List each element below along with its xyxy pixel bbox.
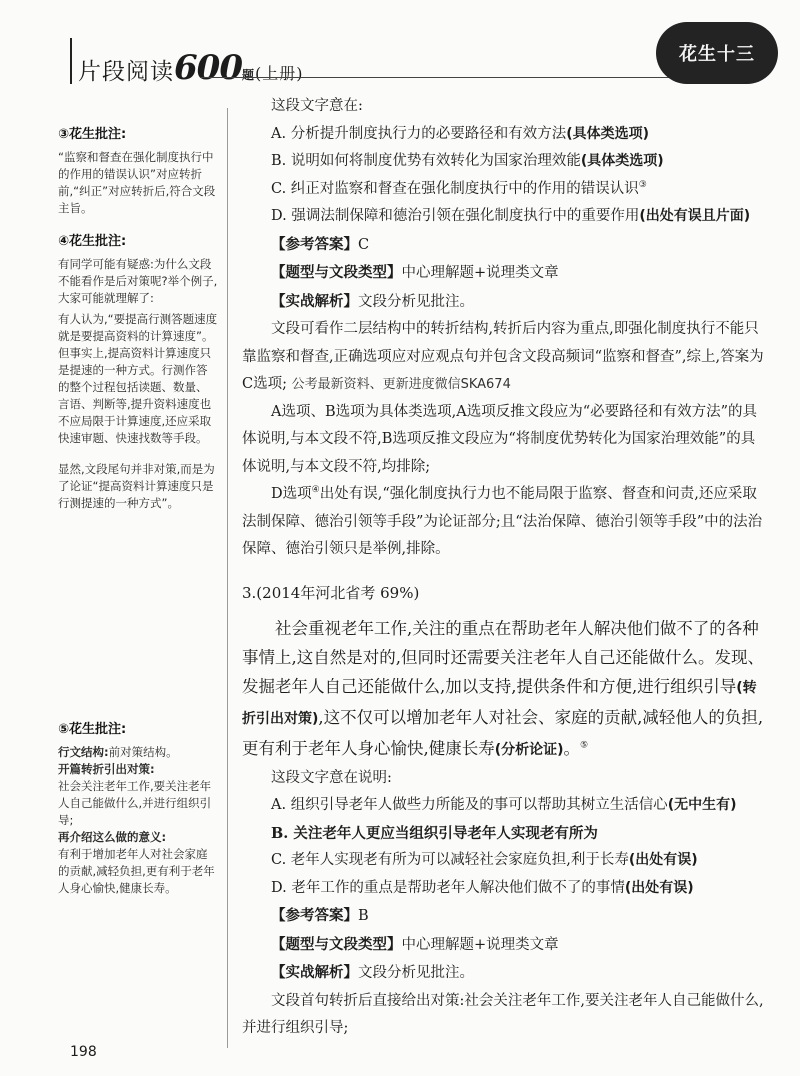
answer-line: 【参考答案】C xyxy=(271,235,370,253)
option-tag: (具体类选项) xyxy=(566,125,649,142)
note-text: 显然,文段尾句并非对策,而是为了论证“提高资料计算速度只是行测提速的一种方式”。 xyxy=(58,462,215,510)
book-title-prefix: 片段阅读 xyxy=(78,59,174,85)
note-4 xyxy=(58,233,218,516)
answer-value: B xyxy=(358,908,369,924)
option-tag: (无中生有) xyxy=(667,797,737,813)
answer-line: 【参考答案】B xyxy=(271,907,369,924)
book-title-unit: 题 xyxy=(241,68,255,82)
option-d: D. 强调法制保障和德治引领在强化制度执行中的重要作用(出处有误且片面) xyxy=(271,208,751,224)
note-item-head: 再介绍这么做的意义: xyxy=(58,830,167,844)
note-title: ⑤花生批注: xyxy=(58,722,127,737)
page-header xyxy=(0,0,800,100)
note-title: ④花生批注: xyxy=(58,234,127,249)
analysis-line: 【实战解析】文段分析见批注。 xyxy=(271,292,474,310)
question-heading: 3.(2014年河北省考 69%) xyxy=(242,584,420,602)
column-divider xyxy=(227,108,228,1048)
note-text: 有人认为,“要提高行测答题速度就是要提高资料的计算速度”。但事实上,提高资料计算速度只是提速的一种方式。行测作答的整个过程包括读题、数量、言语、判断等,提升资料速度也不应局限于计算速度,还应采取快速审题、快速找数等手段。 xyxy=(58,312,218,445)
type-line: 【题型与文段类型】中心理解题+说理类文章 xyxy=(271,264,559,281)
note-item-head: 开篇转折引出对策: xyxy=(58,762,155,776)
option-b: B. 说明如何将制度优势有效转化为国家治理效能(具体类选项) xyxy=(271,153,664,169)
analysis-paragraph: 文段首句转折后直接给出对策:社会关注老年工作,要关注老年人自己能做什么,并进行组织引导; xyxy=(242,992,764,1036)
annotation-ref: ③ xyxy=(638,179,647,190)
question-passage: 社会重视老年工作,关注的重点在帮助老年人解决他们做不了的各种事情上,这自然是对的,但同时还需要关注老年人自己还能做什么。发现、发掘老年人自己还能做什么,加以支持,提供条件和方便,进行组织引导(转折引出对策),这不仅可以增加老年人对社会、家庭的贡献,减轻他人的负担,更有利于老年人身心愉快,健康长寿(分析论证)。⑤ xyxy=(242,618,764,758)
watermark-text: 公考最新资料、更新进度微信SKA674 xyxy=(291,377,511,392)
question-stem: 这段文字意在: xyxy=(271,98,363,114)
note-item-head: 行文结构: xyxy=(58,745,109,759)
option-a: A. 分析提升制度执行力的必要路径和有效方法(具体类选项) xyxy=(271,125,649,142)
book-title-number: 600 xyxy=(174,48,242,88)
question-2 xyxy=(242,93,764,564)
book-title xyxy=(78,48,304,88)
note-item-text: 社会关注老年工作,要关注老年人自己能做什么,并进行组织引导; xyxy=(58,779,212,827)
question-stem: 这段文字意在说明: xyxy=(271,769,392,786)
brand-logo-text: 花生十三 xyxy=(679,44,755,65)
option-tag: (出处有误) xyxy=(624,879,694,896)
annotation-ref: ④ xyxy=(311,485,320,496)
passage-mark: (转折引出对策) xyxy=(242,679,757,727)
book-title-volume: (上册) xyxy=(255,64,304,83)
brand-logo xyxy=(656,22,778,84)
note-5 xyxy=(58,721,218,897)
annotation-ref: ⑤ xyxy=(580,740,589,750)
option-c: C. 纠正对监察和督查在强化制度执行中的作用的错误认识③ xyxy=(271,179,647,197)
analysis-line: 【实战解析】文段分析见批注。 xyxy=(271,964,474,981)
note-text: “监察和督查在强化制度执行中的作用的错误认识”对应转折前,“纠正”对应转折后,符合文段主旨。 xyxy=(58,150,216,215)
note-title: ③花生批注: xyxy=(58,127,127,142)
note-item-text: 前对策结构。 xyxy=(108,745,178,759)
option-d: D. 老年工作的重点是帮助老年人解决他们做不了的事情(出处有误) xyxy=(271,879,694,896)
header-rule xyxy=(200,77,670,78)
note-item-text: 有利于增加老年人对社会家庭的贡献,减轻负担,更有利于老年人身心愉快,健康长寿。 xyxy=(58,847,215,895)
note-text: 有同学可能有疑惑:为什么文段不能看作是后对策呢?举个例子,大家可能就理解了: xyxy=(58,257,218,305)
option-c: C. 老年人实现老有所为可以减轻社会家庭负担,利于长寿(出处有误) xyxy=(271,852,698,868)
note-3 xyxy=(58,126,218,221)
analysis-paragraph: A选项、B选项为具体类选项,A选项反推文段应为“必要路径和有效方法”的具体说明,与本文段不符,B选项反推文段应为“将制度优势转化为国家治理效能”的具体说明,与本文段不符,均排除; xyxy=(242,403,758,475)
type-line: 【题型与文段类型】中心理解题+说理类文章 xyxy=(271,935,559,953)
question-3 xyxy=(242,580,764,1043)
passage-mark: (分析论证) xyxy=(494,741,564,758)
option-tag: (具体类选项) xyxy=(580,153,664,169)
answer-value: C xyxy=(358,236,370,253)
header-bar xyxy=(70,38,72,84)
option-b: B. 关注老年人更应当组织引导老年人实现老有所为 xyxy=(271,824,598,842)
option-tag: (出处有误且片面) xyxy=(639,208,751,224)
page-number: 198 xyxy=(70,1044,97,1060)
option-a: A. 组织引导老年人做些力所能及的事可以帮助其树立生活信心(无中生有) xyxy=(271,797,737,813)
option-tag: (出处有误) xyxy=(628,852,698,868)
analysis-paragraph: 文段可看作二层结构中的转折结构,转折后内容为重点,即强化制度执行不能只靠监察和督查,正确选项应对应观点句并包含文段高频词“监察和督查”,综上,答案为C选项; 公考最新资料、更新进度微信SKA674 xyxy=(242,321,764,392)
analysis-paragraph: D选项④出处有误,“强化制度执行力也不能局限于监察、督查和问责,还应采取法制保障、德治引领等手段”为论证部分;且“法治保障、德治引领等手段”中的法治保障、德治引领只是举例,排除。 xyxy=(242,485,763,557)
